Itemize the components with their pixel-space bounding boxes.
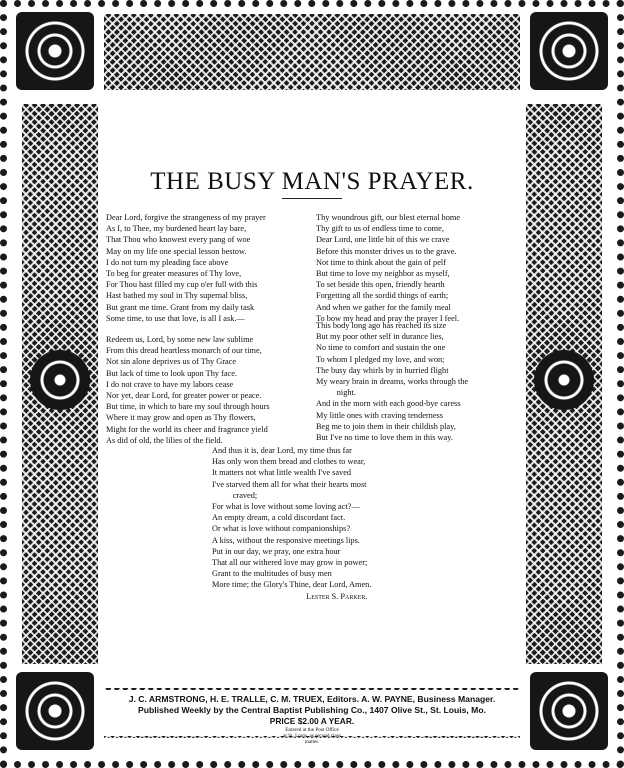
side-rosette-icon	[30, 350, 90, 410]
poem-line: Might for the world its cheer and fragrance yield	[106, 424, 268, 434]
poem-line: I do not crave to have my labors cease	[106, 379, 234, 389]
poem-panel	[100, 92, 524, 686]
corner-rosette-icon	[530, 672, 608, 750]
poem-title: THE BUSY MAN'S PRAYER.	[150, 168, 474, 195]
poem-line: This body long ago has reached its size	[316, 321, 447, 330]
poem-line: A kiss, without the responsive meetings lips.	[212, 535, 360, 545]
poem-line: No time to comfort and sustain the one	[316, 343, 446, 353]
poem-line: But my poor other self in durance lies,	[316, 332, 444, 342]
poem-line: As did of old, the lilies of the field.	[106, 435, 223, 445]
masthead-editors: J. C. ARMSTRONG, H. E. TRALLE, C. M. TRUEX, Editors. A. W. PAYNE, Business Manager.	[128, 694, 496, 704]
poem-line: To bow my head and pray the prayer I feel.	[316, 313, 460, 323]
poem-line: From this dread heartless monarch of our time,	[106, 346, 262, 356]
poem-line: And thus it is, dear Lord, my time thus far	[212, 446, 352, 455]
poem-line: Hast bathed my soul in Thy supernal bliss,	[106, 291, 248, 301]
poem-line: craved;	[212, 490, 258, 500]
poem-line: Some time, to use that love, is all I ask.—	[106, 313, 245, 323]
poem-line: Not sin alone deprives us of Thy Grace	[106, 357, 237, 367]
poem-line: I've starved them all for what their hearts most	[212, 479, 367, 489]
entry-notice-line: Entered at the Post Office	[285, 727, 339, 733]
poem-line: To beg for greater measures of Thy love,	[106, 269, 242, 279]
poem-line: Thy gift to us of endless time to come,	[316, 224, 444, 234]
poem-line: But grant me time. Grant from my daily task	[106, 302, 255, 312]
poem-line: That Thou who knowest every pang of woe	[106, 235, 251, 245]
poem-line: Or what is love without companionships?	[212, 524, 351, 534]
poem-line: Dear Lord, forgive the strangeness of my prayer	[106, 213, 266, 222]
poem-line: Before this monster drives us to the grave.	[316, 246, 457, 256]
corner-rosette-icon	[16, 672, 94, 750]
poem-line: As I, to Thee, my burdened heart lay bare,	[106, 224, 247, 234]
poem-line: But time, in which to bare my soul through hours	[106, 402, 270, 412]
poem-line: And in the morn with each good-bye caress	[316, 399, 461, 409]
masthead-price: PRICE $2.00 A YEAR.	[269, 716, 355, 726]
poem-line: More time; the Glory's Thine, dear Lord, Amen.	[212, 580, 372, 590]
poem-line: To whom I pledged my love, and won;	[316, 354, 445, 364]
poem-line: Beg me to join them in their childish play,	[316, 421, 456, 431]
stanza-3	[106, 334, 270, 446]
poem-line: An empty dream, a cold discordant fact.	[212, 513, 346, 523]
poem-line: I do not turn my pleading face above	[106, 257, 229, 267]
poem-line: But I've no time to love them in this way.	[316, 433, 453, 443]
stanza-1	[106, 212, 266, 324]
masthead-publisher: Published Weekly by the Central Baptist Publishing Co., 1407 Olive St., St. Louis, Mo.	[138, 705, 486, 715]
poem-line: Thy woundrous gift, our blest eternal home	[316, 213, 461, 222]
poem-line: The busy day whirls by in hurried flight	[316, 365, 449, 375]
stanza-2	[316, 212, 460, 324]
poem-line: My little ones with craving tenderness	[316, 410, 443, 420]
poem-line: For what is love without some loving act?—	[212, 502, 360, 512]
poem-line: Where it may grow and open as Thy flowers,	[106, 413, 256, 423]
masthead	[100, 690, 524, 745]
poem-line: May on my life one special lesson bestow.	[106, 246, 247, 256]
corner-rosette-icon	[530, 12, 608, 90]
poem-line: Grant to the multitudes of busy men	[212, 569, 332, 579]
poem-line: But lack of time to look upon Thy face.	[106, 368, 237, 378]
poem-line: That all our withered love may grow in power;	[212, 558, 368, 568]
poem-line: Nor yet, dear Lord, for greater power or peace.	[106, 391, 262, 401]
poem-author: Lester S. Parker.	[306, 591, 368, 601]
poem-line: For Thou hast filled my cup o'er full with this	[106, 280, 258, 290]
entry-notice-line: at St. Louis, as second class	[283, 733, 341, 739]
poem-line: And when we gather for the family meal	[316, 302, 451, 312]
poem-line: To set beside this open, friendly hearth	[316, 280, 445, 290]
poem-line: Put in our day, we pray, one extra hour	[212, 546, 341, 556]
poem-line: Dear Lord, one little bit of this we crave	[316, 235, 450, 245]
masthead-entry-notice	[100, 727, 524, 745]
poem-line: Not time to think about the gain of pelf	[316, 257, 446, 267]
poem-line: But time to love my neighbor as myself,	[316, 269, 450, 279]
side-rosette-icon	[534, 350, 594, 410]
corner-rosette-icon	[16, 12, 94, 90]
title-rule	[282, 198, 342, 199]
poem-line: It matters not what little wealth I've saved	[212, 468, 352, 478]
ornament-band-top	[104, 14, 520, 90]
stanza-5	[212, 445, 371, 602]
poem-line: Has only won them bread and clothes to wear,	[212, 457, 366, 467]
poem-line: Redeem us, Lord, by some new law sublime	[106, 335, 254, 344]
poem-line: night.	[316, 388, 356, 398]
poem-line: My weary brain in dreams, works through the	[316, 377, 469, 387]
poem-line: Forgetting all the sordid things of earth;	[316, 291, 449, 301]
entry-notice-line: matter.	[304, 739, 320, 745]
stanza-4	[316, 320, 468, 443]
